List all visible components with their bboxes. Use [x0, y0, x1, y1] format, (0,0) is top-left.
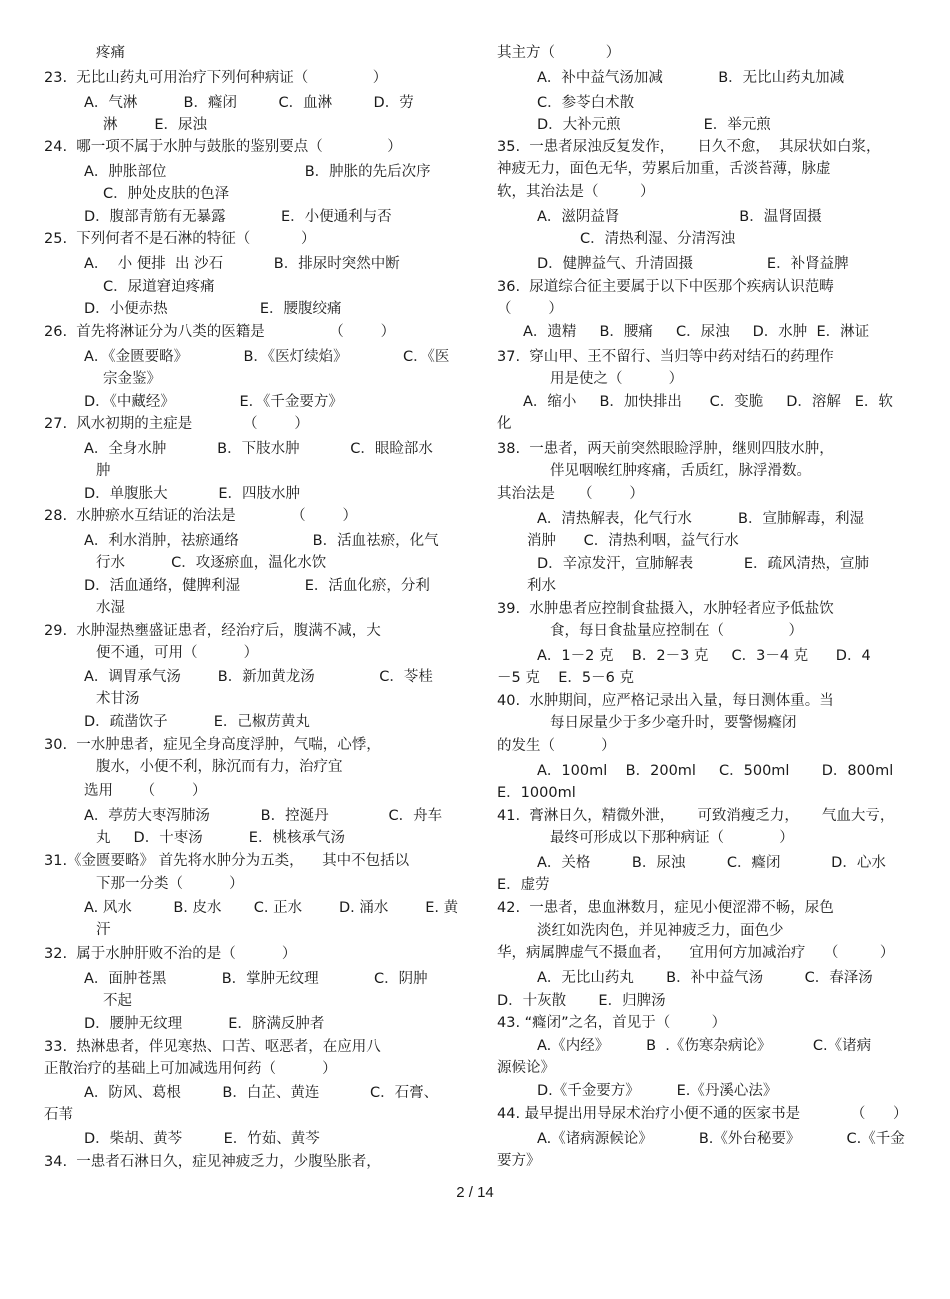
right-text-line: D.《千金要方》 E.《丹溪心法》 [537, 1083, 778, 1099]
right-text-line: 其主方（ ） [497, 45, 621, 61]
left-text-line: 33. 热淋患者，伴见寒热、口苦、呕恶者，在应用八 [44, 1039, 381, 1055]
left-text-line: A．防风、葛根 B．白芷、黄连 C．石膏、 [84, 1085, 439, 1101]
right-text-line: 35. 一患者尿浊反复发作， 日久不愈， 其尿状如白浆， [497, 139, 881, 155]
left-text-line: 石苇 [44, 1107, 73, 1123]
left-text-line: C．尿道窘迫疼痛 [103, 279, 215, 295]
right-text-line: 神疲无力，面色无华，劳累后加重，舌淡苔薄，脉虚 [497, 161, 831, 177]
left-text-line: A．肿胀部位 B．肿胀的先后次序 [84, 164, 431, 180]
left-text-line: 31.《金匮要略》 首先将水肿分为五类， 其中不包括以 [44, 853, 410, 869]
left-text-line: A． 小 便排 出 沙石 B．排尿时突然中断 [84, 256, 400, 272]
right-text-line: 38. 一患者，两天前突然眼睑浮肿，继则四肢水肿， [497, 441, 834, 457]
left-text-line: 腹水，小便不利，脉沉而有力，治疗宜 [96, 759, 343, 775]
left-text-line: D．腹部青筋有无暴露 E．小便通利与否 [84, 209, 392, 225]
left-text-line: D．活血通络，健脾利湿 E．活血化瘀，分利 [84, 578, 430, 594]
right-text-line: A．清热解表，化气行水 B．宣肺解毒，利湿 [537, 511, 864, 527]
left-text-line: A. 风水 B. 皮水 C. 正水 D. 涌水 E. 黄 [84, 900, 459, 916]
right-text-line: A．1－2 克 B．2－3 克 C．3－4 克 D．4 [537, 648, 871, 664]
right-text-line: 淡红如洗肉色，并见神疲乏力，面色少 [537, 923, 784, 939]
left-text-line: D．疏凿饮子 E．己椒苈黄丸 [84, 714, 310, 730]
right-text-line: 源候论》 [497, 1060, 555, 1076]
right-text-line: 37. 穿山甲、王不留行、当归等中药对结石的药理作 [497, 349, 834, 365]
right-text-line: 食，每日食盐量应控制在（ ） [550, 623, 804, 639]
right-text-line: 44. 最早提出用导尿术治疗小便不通的医家书是 （ ） [497, 1106, 908, 1122]
right-text-line: A．无比山药丸 B．补中益气汤 C．春泽汤 [537, 970, 873, 986]
right-text-line: 利水 [527, 578, 556, 594]
left-text-line: D．单腹胀大 E．四肢水肿 [84, 486, 301, 502]
right-text-line: 每日尿量少于多少毫升时，要警惕癃闭 [550, 715, 797, 731]
right-text-line: A.《内经》 B .《伤寒杂病论》 C.《诸病 [537, 1038, 872, 1054]
left-text-line: A．《金匮要略》 B．《医灯续焰》 C．《医 [84, 349, 450, 365]
right-text-line: 36. 尿道综合征主要属于以下中医那个疾病认识范畴 [497, 279, 834, 295]
left-text-line: 34. 一患者石淋日久，症见神疲乏力，少腹坠胀者， [44, 1154, 381, 1170]
right-text-line: A．遗精 B．腰痛 C．尿浊 D．水肿 E．淋证 [523, 324, 870, 340]
right-text-line: 40. 水肿期间，应严格记录出入量，每日测体重。当 [497, 693, 834, 709]
right-text-line: A．补中益气汤加减 B．无比山药丸加减 [537, 70, 845, 86]
right-text-line: D．大补元煎 E．举元煎 [537, 117, 771, 133]
left-text-line: 汗 [96, 922, 111, 938]
left-text-line: A．气淋 B．癃闭 C．血淋 D．劳 [84, 95, 414, 111]
right-text-line: D．辛凉发汗，宣肺解表 E．疏风清热，宣肺 [537, 556, 870, 572]
left-text-line: 便不通，可用（ ） [96, 645, 259, 661]
left-text-line: D．腰肿无纹理 E．脐满反肿者 [84, 1016, 325, 1032]
right-text-line: 41. 膏淋日久，精微外泄， 可致消瘦乏力， 气血大亏， [497, 808, 895, 824]
right-text-line: 的发生（ ） [497, 738, 616, 754]
right-text-line: D．健脾益气、升清固摄 E．补肾益脾 [537, 256, 849, 272]
left-text-line: 正散治疗的基础上可加减选用何药（ ） [44, 1061, 337, 1077]
right-text-line: 42. 一患者，患血淋数月，症见小便涩滞不畅，尿色 [497, 900, 834, 916]
right-text-line: 其治法是 （ ） [497, 486, 644, 502]
left-text-line: 23. 无比山药丸可用治疗下列何种病证（ ） [44, 70, 388, 86]
right-text-line: A．滋阴益肾 B．温肾固摄 [537, 209, 822, 225]
left-text-line: A．面肿苍黑 B．掌肿无纹理 C．阴肿 [84, 971, 428, 987]
left-text-line: 29. 水肿湿热壅盛证患者，经治疗后，腹满不减，大 [44, 623, 381, 639]
right-text-line: A.《诸病源候论》 B.《外台秘要》 C.《千金 [537, 1131, 905, 1147]
left-text-line: 水湿 [96, 600, 125, 616]
left-text-line: 丸 D．十枣汤 E．桃核承气汤 [96, 830, 345, 846]
left-text-line: 28. 水肿瘀水互结证的治法是 （ ） [44, 508, 357, 524]
right-text-line: C．参苓白术散 [537, 95, 635, 111]
right-text-line: C．清热利湿、分清泻浊 [580, 231, 736, 247]
right-text-line: 软，其治法是（ ） [497, 184, 655, 200]
right-text-line: 伴见咽喉红肿疼痛，舌质红，脉浮滑数。 [550, 463, 811, 479]
left-text-line: D．《中藏经》 E．《千金要方》 [84, 394, 343, 410]
right-text-line: （ ） [497, 301, 563, 317]
left-text-line: D．小便赤热 E．腰腹绞痛 [84, 301, 342, 317]
left-text-line: 行水 C．攻逐瘀血，温化水饮 [96, 555, 327, 571]
left-text-line: D．柴胡、黄芩 E．竹茹、黄芩 [84, 1131, 320, 1147]
left-text-line: 26. 首先将淋证分为八类的医籍是 （ ） [44, 324, 396, 340]
right-text-line: A．缩小 B．加快排出 C．变脆 D．溶解 E．软 [523, 394, 893, 410]
right-text-line: A．100ml B．200ml C．500ml D．800ml [537, 763, 894, 779]
left-text-line: 27. 风水初期的主症是 （ ） [44, 416, 309, 432]
left-text-line: A．全身水肿 B．下肢水肿 C．眼睑部水 [84, 441, 433, 457]
left-text-line: 下那一分类（ ） [96, 876, 244, 892]
left-text-line: 30. 一水肿患者，症见全身高度浮肿，气喘，心悸， [44, 737, 381, 753]
left-text-line: 不起 [103, 993, 132, 1009]
left-text-line: 25. 下列何者不是石淋的特征（ ） [44, 231, 316, 247]
left-text-line: 24. 哪一项不属于水肿与鼓胀的鉴别要点（ ） [44, 139, 402, 155]
right-text-line: E．1000ml [497, 785, 576, 801]
right-text-line: 43. “癃闭”之名，首见于（ ） [497, 1015, 727, 1031]
right-text-line: －5 克 E．5－6 克 [497, 670, 634, 686]
left-text-line: 肿 [96, 463, 111, 479]
right-text-line: 华，病属脾虚气不摄血者， 宜用何方加减治疗 （ ） [497, 945, 895, 961]
right-text-line: E．虚劳 [497, 877, 550, 893]
left-text-line: 32. 属于水肿肝败不治的是（ ） [44, 946, 297, 962]
right-text-line: D．十灰散 E．归脾汤 [497, 993, 666, 1009]
right-text-line: 消肿 C．清热利咽，益气行水 [527, 533, 739, 549]
page-number: 2 / 14 [456, 1184, 494, 1201]
right-text-line: 最终可形成以下那种病证（ ） [550, 830, 794, 846]
right-text-line: 化 [497, 416, 512, 432]
left-text-line: 宗金鉴》 [103, 371, 161, 387]
left-text-line: A．利水消肿，祛瘀通络 B．活血祛瘀，化气 [84, 533, 439, 549]
right-text-line: A．关格 B．尿浊 C．癃闭 D．心水 [537, 855, 886, 871]
left-text-line: 选用 （ ） [84, 783, 207, 799]
left-text-line: 疼痛 [96, 45, 125, 61]
right-text-line: 用是使之（ ） [550, 371, 684, 387]
right-text-line: 39. 水肿患者应控制食盐摄入，水肿轻者应予低盐饮 [497, 601, 834, 617]
left-text-line: 术甘汤 [96, 691, 140, 707]
left-text-line: C．肿处皮肤的色泽 [103, 186, 230, 202]
left-text-line: A．调胃承气汤 B．新加黄龙汤 C．苓桂 [84, 669, 433, 685]
left-text-line: A．葶苈大枣泻肺汤 B．控涎丹 C．舟车 [84, 808, 443, 824]
right-text-line: 要方》 [497, 1153, 541, 1169]
left-text-line: 淋 E．尿浊 [103, 117, 208, 133]
